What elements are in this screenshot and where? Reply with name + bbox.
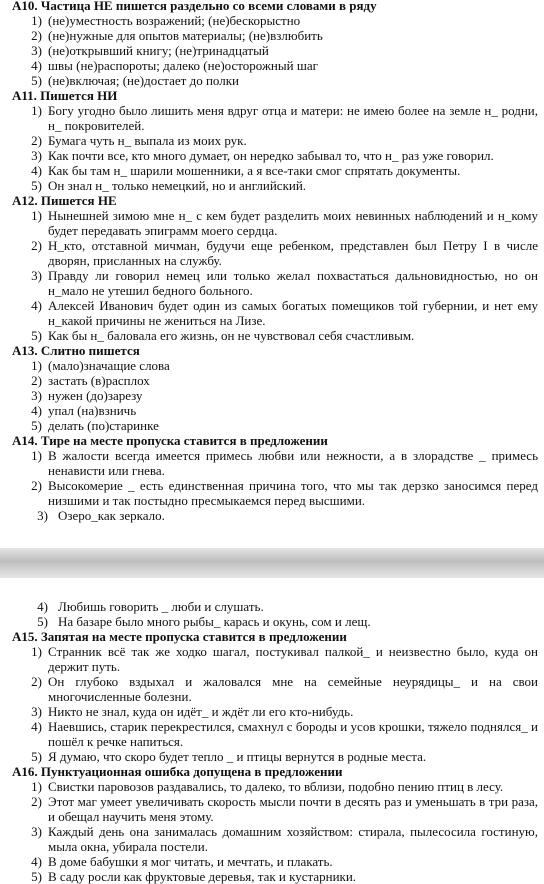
- question-heading: А11. Пишется НИ: [12, 88, 118, 103]
- option-number: 4): [31, 854, 42, 869]
- option-text: (не)уместность возражений; (не)бескорыстно: [48, 13, 301, 28]
- option-number: 1): [31, 358, 42, 373]
- answer-option: [12, 448, 540, 478]
- option-number: 2): [31, 478, 42, 493]
- answer-option: [12, 178, 540, 193]
- option-number: 4): [31, 719, 42, 734]
- answer-option: [12, 794, 540, 824]
- option-number: 4): [31, 58, 42, 73]
- question-heading: А13. Слитно пишется: [12, 343, 140, 358]
- answer-option: [12, 238, 540, 268]
- option-number: 1): [31, 779, 42, 794]
- answer-option: [12, 644, 540, 674]
- answer-option: [12, 674, 540, 704]
- option-text: Высокомерие _ есть единственная причина того, что мы так дерзко заносимся перед низшими и так постыдно пресмыкаемся перед высшими.: [48, 478, 538, 508]
- answer-option: [12, 133, 540, 148]
- answer-option: [12, 268, 540, 298]
- option-number: 1): [31, 103, 42, 118]
- answer-option: [12, 403, 540, 418]
- option-number: 1): [31, 13, 42, 28]
- option-text: Бумага чуть н_ выпала из моих рук.: [48, 133, 247, 148]
- answer-options: [12, 103, 540, 193]
- option-text: Как бы н_ баловала его жизнь, он не чувствовал себя счастливым.: [48, 328, 415, 343]
- answer-option: [12, 779, 540, 794]
- continued-options: [12, 599, 540, 629]
- option-number: 2): [31, 794, 42, 809]
- option-number: 3): [31, 704, 42, 719]
- option-number: 2): [31, 674, 42, 689]
- page-1-content: [12, 0, 540, 523]
- option-number: 1): [31, 208, 42, 223]
- answer-option: [12, 208, 540, 238]
- option-text: В саду росли как фруктовые деревья, так и кустарники.: [48, 869, 357, 884]
- answer-option: [12, 358, 540, 373]
- option-number: 1): [31, 644, 42, 659]
- option-text: Нынешней зимою мне н_ с кем будет разделить моих невинных наблюдений и н_кому будет передавать эпиграмм моего сердца.: [48, 208, 538, 238]
- answer-option: [12, 388, 540, 403]
- option-text: В жалости всегда имеется примесь любви или нежности, а в злорадстве _ примесь ненависти или гнева.: [48, 448, 538, 478]
- option-text: На базаре было много рыбы_ карась и окунь, сом и лещ.: [58, 614, 371, 629]
- answer-option: [12, 103, 540, 133]
- option-number: 1): [31, 448, 42, 463]
- answer-options: [12, 208, 540, 343]
- question-heading: А14. Тире на месте пропуска ставится в предложении: [12, 433, 328, 448]
- answer-option: [12, 328, 540, 343]
- option-text: Как бы там н_ шарили мошенники, а я все-таки смог спрятать документы.: [48, 163, 461, 178]
- page-gap: [0, 548, 544, 578]
- option-number: 2): [31, 373, 42, 388]
- question-heading: А16. Пунктуационная ошибка допущена в предложении: [12, 764, 343, 779]
- option-text: (не)нужные для опытов материалы; (не)взлюбить: [48, 28, 323, 43]
- option-number: 2): [31, 133, 42, 148]
- option-text: Н_кто, отставной мичман, будучи еще ребенком, представлен был Петру I в числе дворян, присланных на службу.: [48, 238, 538, 268]
- answer-options: [12, 13, 540, 88]
- option-text: застать (в)расплох: [48, 373, 150, 388]
- option-text: (мало)значащие слова: [48, 358, 170, 373]
- answer-option: [12, 148, 540, 163]
- answer-option: [12, 704, 540, 719]
- answer-option: [12, 599, 540, 614]
- answer-option: [12, 418, 540, 433]
- option-number: 4): [31, 403, 42, 418]
- option-text: Любишь говорить _ люби и слушать.: [58, 599, 264, 614]
- option-number: 3): [31, 388, 42, 403]
- answer-option: [12, 614, 540, 629]
- option-text: Он глубоко вздыхал и жаловался мне на семейные неурядицы_ и на свои многочисленные болезни.: [48, 674, 538, 704]
- answer-option: [12, 73, 540, 88]
- option-text: (не)открывший книгу; (не)тринадцатый: [48, 43, 269, 58]
- option-text: Он знал н_ только немецкий, но и английский.: [48, 178, 307, 193]
- answer-option: [12, 373, 540, 388]
- option-text: В доме бабушки я мог читать, и мечтать, и плакать.: [48, 854, 333, 869]
- option-number: 2): [31, 238, 42, 253]
- option-text: Озеро_как зеркало.: [58, 508, 165, 523]
- option-text: Странник всё так же ходко шагал, постукивал палкой_ и неизвестно было, куда он держит путь.: [48, 644, 538, 674]
- option-text: Богу угодно было лишить меня вдруг отца и матери: не имею более на земле н_ родни, н_ покровителей.: [48, 103, 538, 133]
- answer-option: [12, 854, 540, 869]
- option-number: 5): [31, 869, 42, 884]
- answer-option: [12, 58, 540, 73]
- option-text: Каждый день она занималась домашним хозяйством: стирала, пылесосила гостиную, мыла окна, убирала постели.: [48, 824, 538, 854]
- answer-option: [12, 824, 540, 854]
- option-number: 5): [37, 614, 48, 629]
- option-text: Наевшись, старик перекрестился, смахнул с бороды и усов крошки, тяжело поднялся_ и пошёл к речке напиться.: [48, 719, 538, 749]
- option-number: 3): [31, 43, 42, 58]
- option-text: швы (не)распороты; далеко (не)осторожный шаг: [48, 58, 318, 73]
- answer-option: [12, 163, 540, 178]
- answer-option: [12, 869, 540, 884]
- option-text: Правду ли говорил немец или только желал похвастаться дальновидностью, но он н_мало не утешил бедного больного.: [48, 268, 538, 298]
- answer-option: [12, 43, 540, 58]
- answer-option: [12, 749, 540, 764]
- option-text: Как почти все, кто много думает, он нередко забывал то, что н_ раз уже говорил.: [48, 148, 494, 163]
- option-number: 3): [37, 508, 48, 523]
- option-number: 5): [31, 749, 42, 764]
- option-number: 5): [31, 328, 42, 343]
- answer-options: [12, 779, 540, 884]
- answer-option: [12, 28, 540, 43]
- option-text: Свистки паровозов раздавались, то далеко, то вблизи, подобно пению птиц в лесу.: [48, 779, 504, 794]
- option-number: 5): [31, 178, 42, 193]
- worksheet-page-2: [0, 578, 544, 884]
- option-text: (не)включая; (не)достает до полки: [48, 73, 240, 88]
- option-text: Никто не знал, куда он идёт_ и ждёт ли его кто-нибудь.: [48, 704, 354, 719]
- answer-option: [12, 508, 540, 523]
- option-number: 4): [31, 163, 42, 178]
- page-2-content: [12, 599, 540, 884]
- option-text: делать (по)старинке: [48, 418, 159, 433]
- option-number: 3): [31, 148, 42, 163]
- option-number: 3): [31, 824, 42, 839]
- option-text: Этот маг умеет увеличивать скорость мысли почти в десять раз и уменьшать в три раза, и обещал научить меня этому.: [48, 794, 538, 824]
- answer-options: [12, 358, 540, 433]
- answer-options: [12, 448, 540, 523]
- answer-option: [12, 298, 540, 328]
- option-text: Я думаю, что скоро будет тепло _ и птицы вернутся в родные места.: [48, 749, 427, 764]
- option-number: 5): [31, 73, 42, 88]
- option-text: Алексей Иванович будет один из самых богатых помещиков той губернии, и нет ему н_какой причины не жениться на Лизе.: [48, 298, 538, 328]
- option-text: нужен (до)зарезу: [48, 388, 143, 403]
- option-number: 5): [31, 418, 42, 433]
- option-number: 2): [31, 28, 42, 43]
- option-number: 3): [31, 268, 42, 283]
- answer-option: [12, 13, 540, 28]
- option-number: 4): [37, 599, 48, 614]
- answer-option: [12, 478, 540, 508]
- answer-options: [12, 644, 540, 764]
- option-text: упал (на)взничь: [48, 403, 137, 418]
- option-number: 4): [31, 298, 42, 313]
- question-heading: А12. Пишется НЕ: [12, 193, 117, 208]
- answer-option: [12, 719, 540, 749]
- question-heading: А10. Частица НЕ пишется раздельно со всеми словами в ряду: [12, 0, 377, 13]
- question-heading: А15. Запятая на месте пропуска ставится в предложении: [12, 629, 347, 644]
